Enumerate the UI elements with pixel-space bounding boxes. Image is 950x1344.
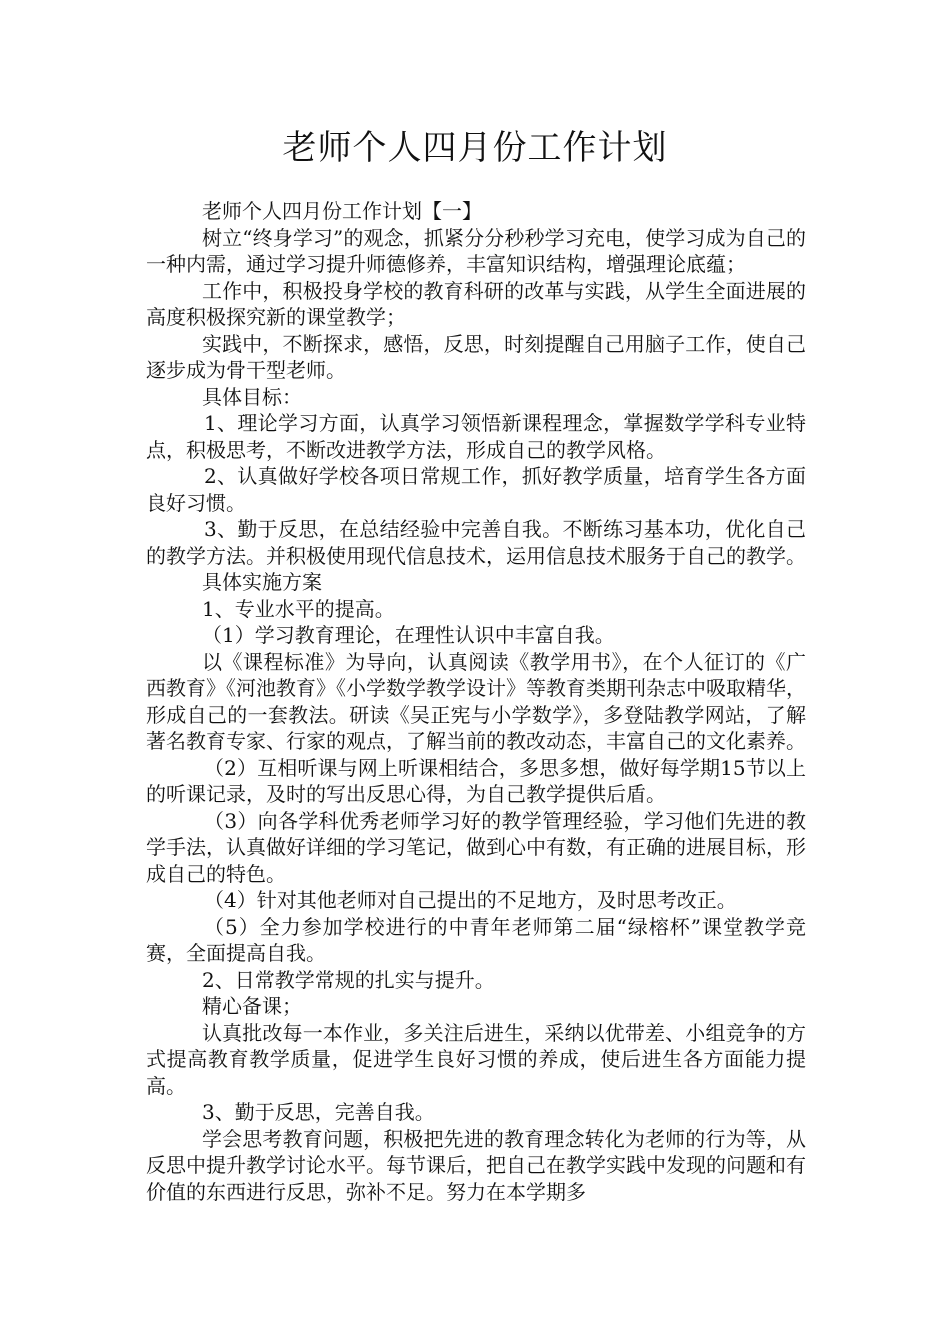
plan-subitem: （1）学习教育理论，在理性认识中丰富自我。 <box>202 623 615 647</box>
plan-subitem: （5）全力参加学校进行的中青年老师第二届“绿榕杯”课堂教学竞赛，全面提高自我。 <box>146 914 806 965</box>
goal-item: 2、认真做好学校各项日常规工作，抓好教学质量，培育学生各方面良好习惯。 <box>146 464 806 515</box>
paragraph: 树立“终身学习”的观念，抓紧分分秒秒学习充电，使学习成为自己的一种内需，通过学习提升师德修养，丰富知识结构，增强理论底蕴； <box>146 225 806 276</box>
plan-subitem: （4）针对其他老师对自己提出的不足地方，及时思考改正。 <box>204 888 737 912</box>
goal-item: 3、勤于反思，在总结经验中完善自我。不断练习基本功，优化自己的教学方法。并积极使用现代信息技术，运用信息技术服务于自己的教学。 <box>146 517 806 568</box>
document-title: 老师个人四月份工作计划 <box>282 128 668 168</box>
subheading: 具体实施方案 <box>202 570 322 594</box>
paragraph: 以《课程标准》为导向，认真阅读《教学用书》，在个人征订的《广西教育》《河池教育》《小学数学教学设计》等教育类期刊杂志中吸取精华，形成自己的一套教法。研读《吴正宪与小学数学》，多登陆教学网站，了解著名教育专家、行家的观点，了解当前的教改动态，丰富自己的文化素养。 <box>146 649 806 753</box>
subheading: 具体目标： <box>202 384 302 409</box>
plan-subitem: （3）向各学科优秀老师学习好的教学管理经验，学习他们先进的教学手法，认真做好详细的学习笔记，做到心中有数，有正确的进展目标，形成自己的特色。 <box>146 808 806 886</box>
goal-item: 1、理论学习方面，认真学习领悟新课程理念，掌握数学学科专业特点，积极思考，不断改进教学方法，形成自己的教学风格。 <box>146 411 806 462</box>
plan-item: 1、专业水平的提高。 <box>202 596 395 621</box>
plan-item: 2、日常教学常规的扎实与提升。 <box>202 967 495 992</box>
paragraph: 精心备课； <box>202 994 302 1018</box>
document-body <box>146 198 806 1205</box>
paragraph: 工作中，积极投身学校的教育科研的改革与实践，从学生全面进展的高度积极探究新的课堂教学； <box>146 278 806 329</box>
paragraph: 实践中，不断探求，感悟，反思，时刻提醒自己用脑子工作，使自己逐步成为骨干型老师。 <box>146 331 806 382</box>
paragraph: 学会思考教育问题，积极把先进的教育理念转化为老师的行为等，从反思中提升教学讨论水平。每节课后，把自己在教学实践中发现的问题和有价值的东西进行反思，弥补不足。努力在本学期多 <box>146 1126 806 1204</box>
plan-item: 3、勤于反思，完善自我。 <box>202 1100 435 1124</box>
paragraph: 认真批改每一本作业，多关注后进生，采纳以优带差、小组竞争的方式提高教育教学质量，促进学生良好习惯的养成，使后进生各方面能力提高。 <box>146 1020 806 1098</box>
plan-subitem: （2）互相听课与网上听课相结合，多思多想，做好每学期15节以上的听课记录，及时的写出反思心得，为自己教学提供后盾。 <box>146 755 806 806</box>
section-heading: 老师个人四月份工作计划【一】 <box>202 199 482 223</box>
